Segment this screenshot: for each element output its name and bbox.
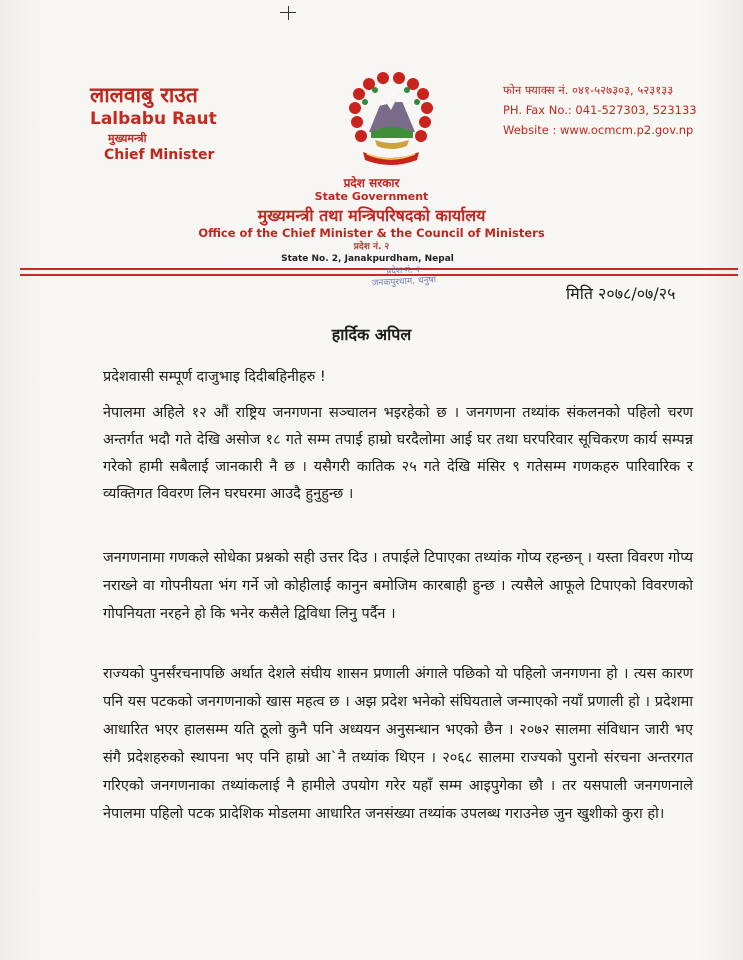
salutation: प्रदेशवासी सम्पूर्ण दाजुभाइ दिदीबहिनीहरु ! [103,369,326,385]
state-np: प्रदेश नं. २ [353,242,390,252]
letter-title: हार्दिक अपिल [331,325,412,344]
phone-en: PH. Fax No.: 041-527303, 523133 [503,103,697,117]
sender-block [90,82,217,164]
paper-mark [288,6,289,20]
paper-mark [280,12,296,13]
contact-block [503,80,697,140]
sender-name-np: लालवाबु राउत [90,83,198,107]
stamp-line: प्रदेश नं. २ [385,265,421,277]
website: Website : www.ocmcm.p2.gov.np [503,123,694,137]
letter-date: मिति २०७८/०७/२५ [566,284,676,303]
phone-np: फोन फ्याक्स नं. ०४१-५२७३०३, ५२३१३३ [503,83,674,97]
sender-role-np: मुख्यमन्त्री [108,132,147,145]
body-paragraph: राज्यको पुनर्संरचनापछि अर्थात देशले संघीय शासन प्रणाली अंगाले पछिको यो पहिलो जनगणना हो । त्यस कारण पनि यस पटकको जनगणनाको खास महत्व छ । अझ प्रदेश भनेको संघियताले जन्माएको नयाँ प्रणाली हो । प्रदेशमा आधारित भएर हालसम्म यति ठूलो कुनै पनि अध्ययन अनुसन्धान भएको छैन । २०७२ सालमा संविधान जारी भए संगै प्रदेशहरुको स्थापना भए पनि हाम्रो आ`नै तथ्यांक थिएन । २०६८ सालमा राज्यको पुरानो संरचना अन्तरगत गरिएको जनगणनाका तथ्यांकलाई नै हामीले उपयोग गरेर यहाँ सम्म आइपुगेका छौ । तर यसपाली जनगणनाले नेपालमा पहिलो पटक प्रादेशिक मोडलमा आधारित जनसंख्या तथ्यांक उपलब्ध गराउनेछ जुन खुशीको कुरा हो। [103,666,693,822]
stamp-line: जनकपुरधाम, धनुषा [371,275,437,289]
body-paragraph: नेपालमा अहिले १२ औं राष्ट्रिय जनगणना सञ्चालन भइरहेको छ । जनगणना तथ्यांक संकलनको पहिलो चरण अन्तर्गत भदौ गते देखि असोज १८ गते सम्म तपाई हाम्रो घरदैलोमा आई घर तथा घरपरिवार सूचिकरण कार्य सम्पन्न गरेको हामी सबैलाई जानकारी नै छ । यसैगरी कातिक २५ गते देखि मंसिर ९ गतेसम्म गणकहरु पारिवारिक र व्यक्तिगत विवरण लिन घरघरमा आउदै हुनुहुन्छ । [103,405,693,502]
nepal-emblem-icon [345,72,437,172]
government-np: प्रदेश सरकार [343,176,400,190]
state-en: State No. 2, Janakpurdham, Nepal [281,254,454,264]
sender-name-en: Lalbabu Raut [90,109,217,129]
office-stamp [343,263,465,305]
office-block [0,176,743,266]
sender-role-en: Chief Minister [104,147,215,163]
office-name-np: मुख्यमन्त्री तथा मन्त्रिपरिषदको कार्यालय [257,206,486,225]
body-paragraph: जनगणनामा गणकले सोधेका प्रश्नको सही उत्तर दिउ । तपाईले टिपाएका तथ्यांक गोप्य रहन्छन् । यस्ता विवरण गोप्य नराख्ने वा गोपनीयता भंग गर्ने जो कोहीलाई कानुन बमोजिम कारबाही हुन्छ । त्यसैले आफूले टिपाएको विवरणको गोपनियता नरहने हो कि भनेर कसैले द्विविधा लिनु पर्दैन । [103,550,693,622]
government-en: State Government [314,190,429,203]
office-name-en: Office of the Chief Minister & the Council of Ministers [198,226,545,240]
